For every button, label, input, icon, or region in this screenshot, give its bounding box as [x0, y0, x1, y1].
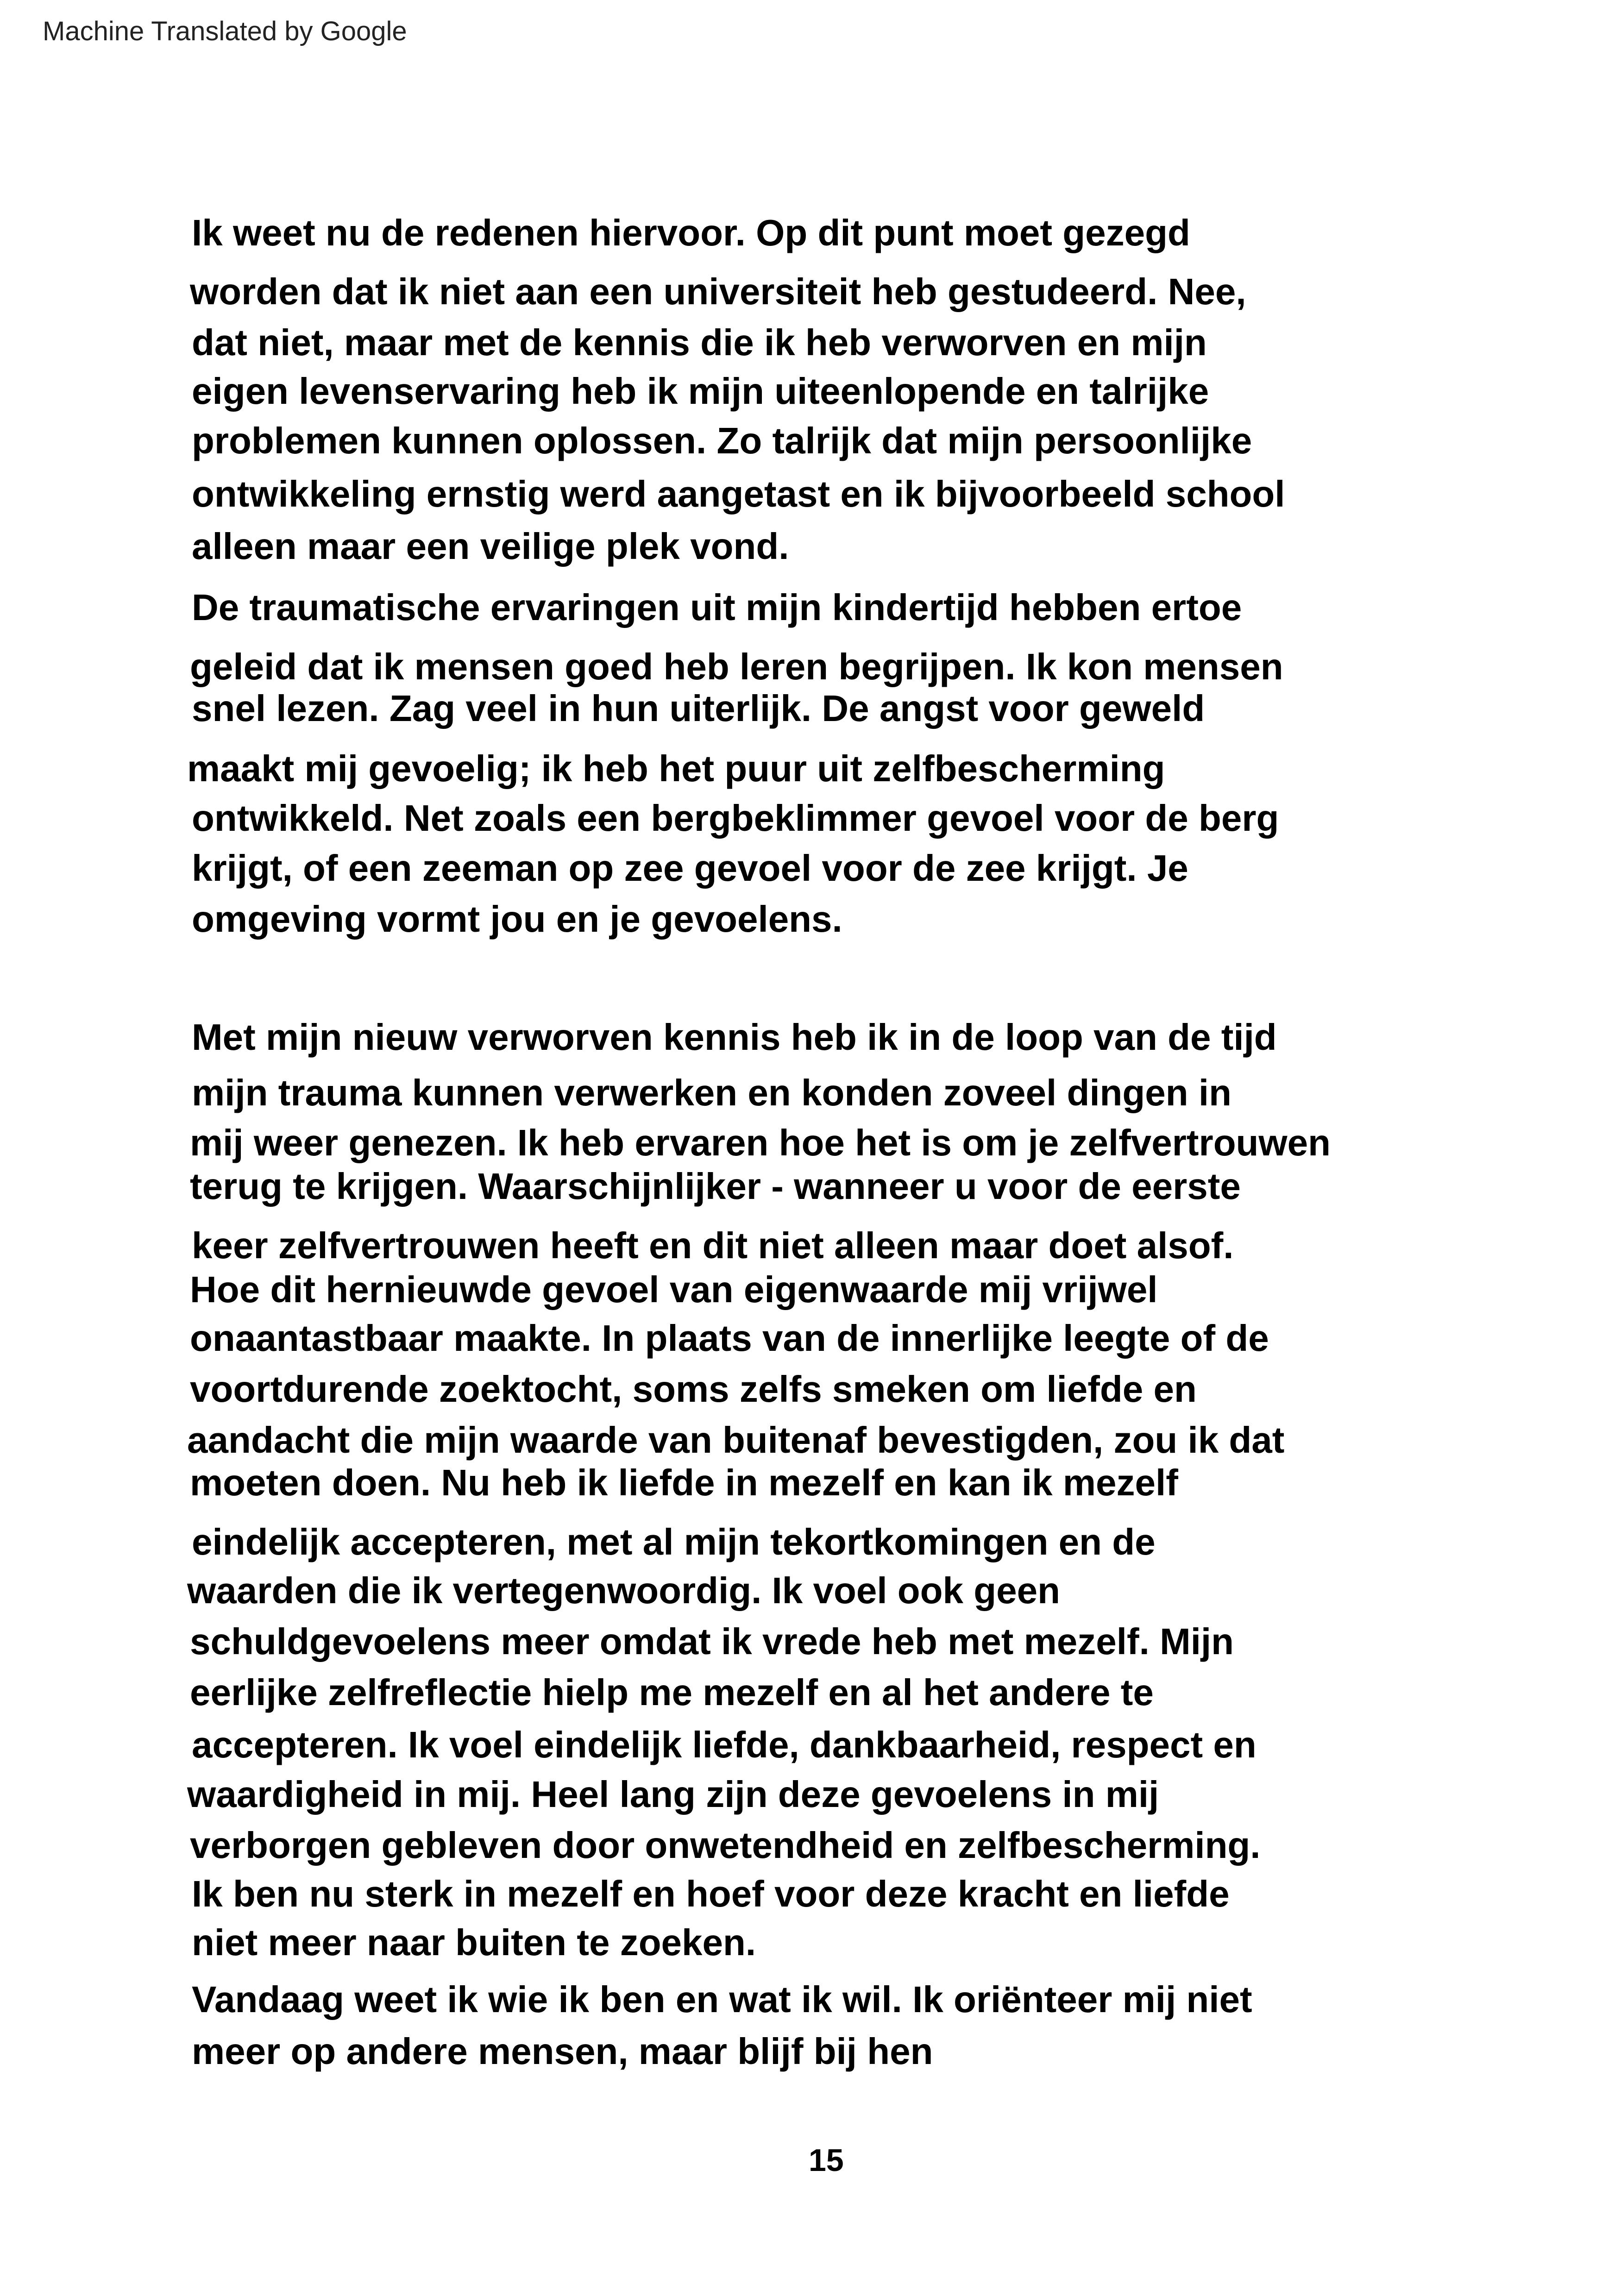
text-line: eindelijk accepteren, met al mijn tekortkomingen en de [192, 1521, 1156, 1562]
text-line: eigen levenservaring heb ik mijn uiteenlopende en talrijke [192, 370, 1209, 412]
text-line: dat niet, maar met de kennis die ik heb verworven en mijn [192, 322, 1207, 363]
text-line: omgeving vormt jou en je gevoelens. [192, 898, 842, 940]
text-line: ontwikkeld. Net zoals een bergbeklimmer gevoel voor de berg [192, 797, 1279, 839]
text-line: alleen maar een veilige plek vond. [192, 526, 789, 567]
text-line: eerlijke zelfreflectie hielp me mezelf en al het andere te [190, 1672, 1154, 1713]
text-line: Met mijn nieuw verworven kennis heb ik in de loop van de tijd [192, 1016, 1277, 1058]
page-number: 15 [809, 2143, 844, 2178]
text-line: niet meer naar buiten te zoeken. [192, 1922, 756, 1963]
text-line: worden dat ik niet aan een universiteit heb gestudeerd. Nee, [190, 271, 1246, 312]
text-line: waarden die ik vertegenwoordig. Ik voel ook geen [187, 1570, 1060, 1611]
text-line: ontwikkeling ernstig werd aangetast en ik bijvoorbeeld school [192, 473, 1285, 514]
text-line: Hoe dit hernieuwde gevoel van eigenwaarde mij vrijwel [190, 1269, 1158, 1310]
text-line: keer zelfvertrouwen heeft en dit niet alleen maar doet alsof. [192, 1225, 1234, 1266]
text-line: moeten doen. Nu heb ik liefde in mezelf en kan ik mezelf [190, 1462, 1178, 1503]
text-line: geleid dat ik mensen goed heb leren begrijpen. Ik kon mensen [190, 646, 1283, 687]
text-line: krijgt, of een zeeman op zee gevoel voor de zee krijgt. Je [192, 847, 1188, 889]
text-line: voortdurende zoektocht, soms zelfs smeken om liefde en [190, 1368, 1197, 1410]
text-line: Ik ben nu sterk in mezelf en hoef voor deze kracht en liefde [192, 1873, 1230, 1914]
text-line: terug te krijgen. Waarschijnlijker - wanneer u voor de eerste [190, 1166, 1241, 1207]
text-line: onaantastbaar maakte. In plaats van de innerlijke leegte of de [190, 1317, 1269, 1359]
text-line: schuldgevoelens meer omdat ik vrede heb met mezelf. Mijn [190, 1621, 1234, 1662]
text-line: De traumatische ervaringen uit mijn kindertijd hebben ertoe [192, 587, 1242, 628]
text-line: mij weer genezen. Ik heb ervaren hoe het is om je zelfvertrouwen [190, 1122, 1331, 1163]
machine-translation-notice: Machine Translated by Google [43, 16, 407, 46]
text-line: accepteren. Ik voel eindelijk liefde, dankbaarheid, respect en [192, 1724, 1257, 1765]
text-line: Vandaag weet ik wie ik ben en wat ik wil. Ik oriënteer mij niet [192, 1979, 1252, 2020]
text-line: aandacht die mijn waarde van buitenaf bevestigden, zou ik dat [187, 1419, 1285, 1461]
text-line: problemen kunnen oplossen. Zo talrijk dat mijn persoonlijke [192, 420, 1252, 461]
text-line: snel lezen. Zag veel in hun uiterlijk. De angst voor geweld [192, 688, 1205, 729]
text-line: maakt mij gevoelig; ik heb het puur uit zelfbescherming [187, 748, 1165, 789]
text-line: verborgen gebleven door onwetendheid en zelfbescherming. [190, 1825, 1261, 1866]
text-line: Ik weet nu de redenen hiervoor. Op dit punt moet gezegd [192, 212, 1190, 253]
text-line: waardigheid in mij. Heel lang zijn deze gevoelens in mij [187, 1774, 1159, 1815]
text-line: meer op andere mensen, maar blijf bij hen [192, 2031, 933, 2072]
text-line: mijn trauma kunnen verwerken en konden zoveel dingen in [192, 1072, 1231, 1113]
